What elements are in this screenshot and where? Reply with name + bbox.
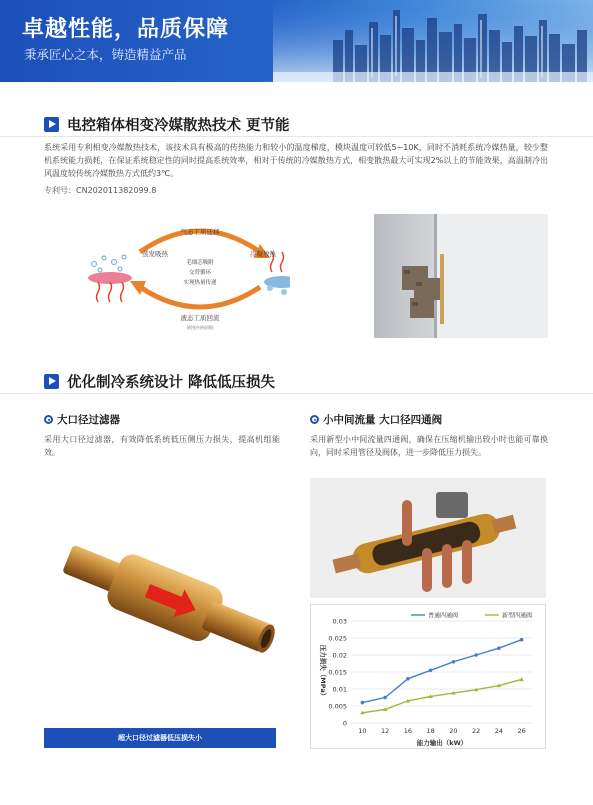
section-title: 优化制冷系统设计 降低低压损失 xyxy=(67,375,276,391)
filter-paragraph: 采用大口径过滤器，有效降低系统低压侧压力损失，提高机组能效。 xyxy=(44,435,280,457)
data-point xyxy=(383,696,387,700)
phase-change-diagram xyxy=(60,212,290,337)
banner-subtitle: 秉承匠心之本，铸造精益产品 xyxy=(24,47,187,62)
section-title: 电控箱体相变冷媒散热技术 更节能 xyxy=(67,118,290,134)
diagram-bottom-label: 液态工质回流 xyxy=(180,314,220,322)
evaporation-bubbles xyxy=(88,255,132,284)
electric-cabinet-photo xyxy=(374,214,548,338)
filter-caption: 超大口径过滤器低压损失小 xyxy=(44,728,276,748)
y-tick-label: 0.02 xyxy=(332,651,347,660)
data-point xyxy=(429,669,433,673)
x-tick-label: 20 xyxy=(449,727,458,735)
y-tick-label: 0.005 xyxy=(328,702,347,711)
y-tick-label: 0.025 xyxy=(328,634,347,643)
banner-title: 卓越性能，品质保障 xyxy=(22,17,230,42)
valve-paragraph: 采用新型小中间流量四通阀，确保在压缩机输出较小时也能可靠换向，同时采用管径及阀体，进一步降低压力损失。 xyxy=(310,435,548,457)
legend-label: 新型四通阀 xyxy=(502,612,533,620)
target-ring-icon xyxy=(310,415,319,424)
diagram-top-label: 气态工质迁移 xyxy=(180,228,220,236)
y-axis-label: 压力损失（MPa） xyxy=(319,644,327,700)
x-axis-label: 能力输出（kW） xyxy=(416,739,468,747)
pressure-loss-chart xyxy=(310,604,546,749)
y-tick-label: 0.01 xyxy=(332,685,347,694)
x-tick-label: 24 xyxy=(494,727,504,735)
filter-photo xyxy=(44,478,276,748)
patent-number: 专利号：CN202011382099.8 xyxy=(44,186,157,195)
section-heading-refrigeration xyxy=(44,371,275,392)
legend-label: 普通四通阀 xyxy=(428,612,459,620)
x-tick-label: 22 xyxy=(471,727,481,735)
x-tick-label: 26 xyxy=(517,727,526,735)
four-way-valve-photo xyxy=(310,478,546,598)
heat-wave-icon xyxy=(97,282,124,302)
section-heading-heat-dissipation xyxy=(44,114,290,135)
x-tick-label: 16 xyxy=(403,727,413,735)
data-point xyxy=(361,701,365,705)
section1-paragraph: 系统采用专利相变冷媒散热技术，该技术具有极高的传热能力和较小的温度梯度，模块温度可较低5~10K，同时不消耗系统冷媒热量，较少整机系统能力损耗，在保证系统稳定性的同时提高系统效率，相对于传统的冷媒散热方式，相变散热最大可实现2%以上的节能效果，高温制冷出风温度较传统冷媒散热方式低约3℃。 xyxy=(44,143,548,178)
condensation-bubbles xyxy=(264,276,290,295)
diagram-left-label: 蒸发吸热 xyxy=(142,250,168,258)
play-triangle-icon xyxy=(44,117,59,132)
diagram-bottom-note: (相变传热原理) xyxy=(186,325,214,330)
city-skyline-image xyxy=(273,0,593,82)
y-tick-label: 0 xyxy=(342,719,347,728)
subheading-four-way-valve: 小中间流量 大口径四通阀 xyxy=(310,412,442,427)
bottom-arc-arrow xyxy=(140,287,260,307)
x-tick-label: 12 xyxy=(380,727,390,735)
y-tick-label: 0.015 xyxy=(328,668,347,677)
data-point xyxy=(497,646,501,650)
target-ring-icon xyxy=(44,415,53,424)
data-point xyxy=(474,653,478,657)
diagram-center-line-3: 实现热量传递 xyxy=(183,280,217,286)
section-divider xyxy=(0,136,593,137)
play-triangle-icon xyxy=(44,374,59,389)
data-point xyxy=(406,677,410,681)
x-tick-label: 10 xyxy=(358,727,367,735)
data-point xyxy=(520,638,524,642)
subheading-filter: 大口径过滤器 xyxy=(44,412,120,427)
data-point xyxy=(452,660,456,664)
section-divider xyxy=(0,393,593,394)
y-tick-label: 0.03 xyxy=(332,617,347,626)
header-banner xyxy=(0,0,593,82)
diagram-right-label: 冷凝放热 xyxy=(250,250,276,258)
x-tick-label: 18 xyxy=(426,727,435,735)
diagram-center-line-2: 交替循环 xyxy=(188,270,212,276)
diagram-center-line-1: 毛细芯吸附 xyxy=(186,260,214,266)
